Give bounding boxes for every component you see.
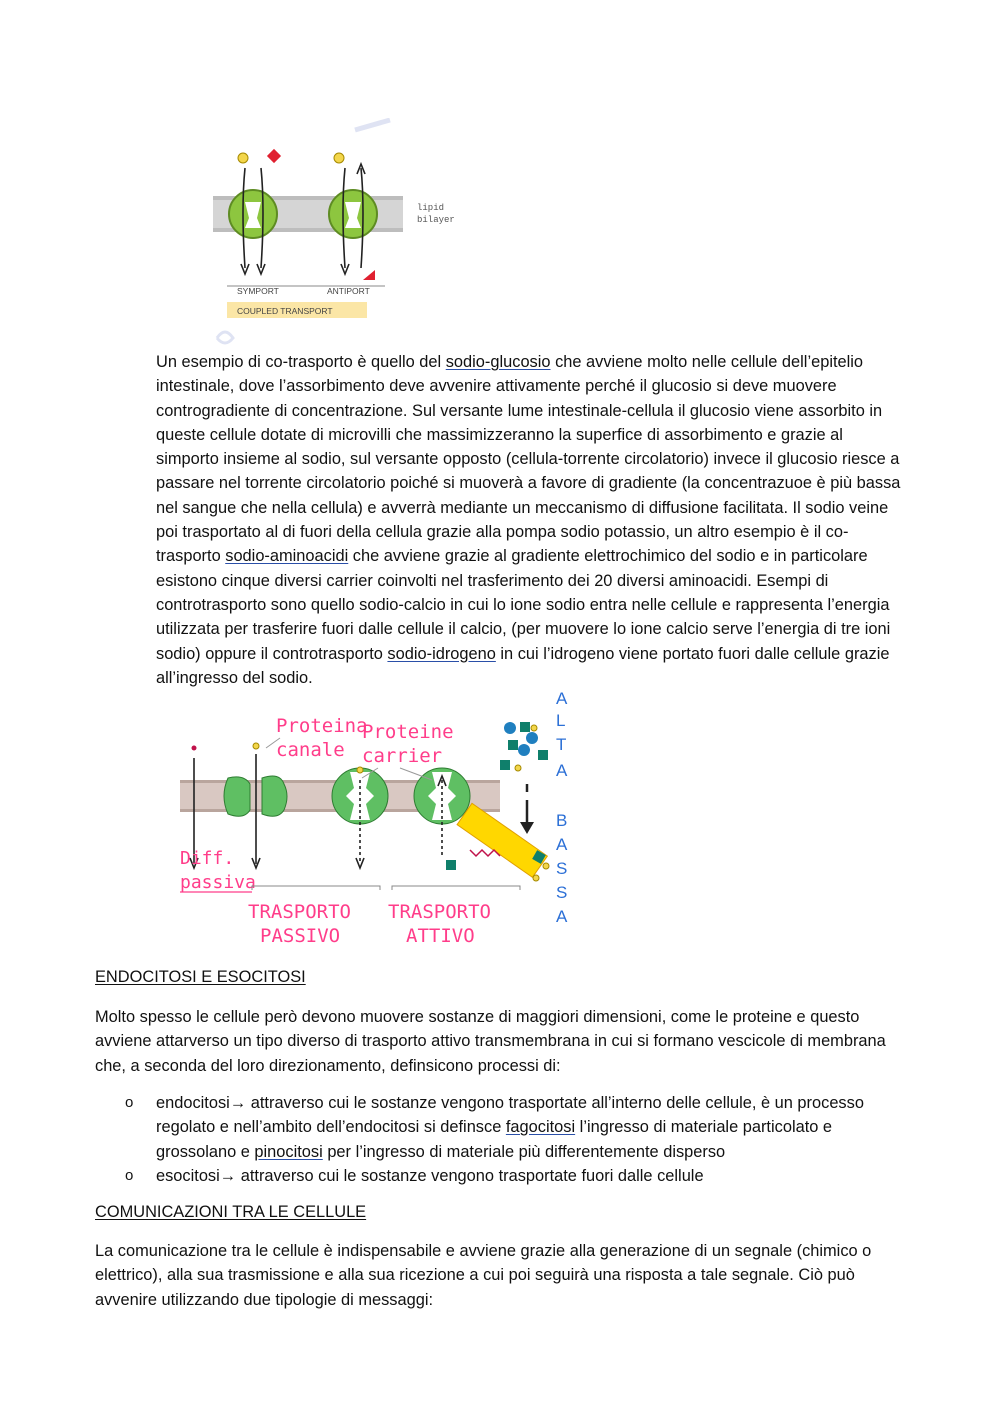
link-pinocitosi[interactable]: pinocitosi	[254, 1142, 323, 1161]
symport-protein	[229, 190, 277, 238]
label-bilayer: bilayer	[417, 215, 455, 225]
text-run: Un esempio di co-trasporto è quello del	[156, 353, 446, 371]
sodium-ion	[238, 153, 248, 163]
bassa-letter: S	[556, 859, 568, 878]
comunicazioni-paragraph: La comunicazione tra le cellule è indispensabile e avviene grazie alla generazione di un segnale (chimico o elettrico), alla sua trasmissione e alla sua ricezione a cui poi seguirà una risposta a tale segnale. Ciò può avvenire utilizzando due tipologie di messaggi:	[95, 1242, 872, 1309]
solute-dot	[253, 743, 259, 749]
link-sodio-idrogeno[interactable]: sodio-idrogeno	[387, 644, 496, 663]
endo-exo-list	[95, 1091, 905, 1188]
alta-letter: T	[556, 735, 567, 754]
heading-comunicazioni: COMUNICAZIONI TRA LE CELLULE	[95, 1203, 367, 1221]
label-canale: canale	[276, 739, 345, 761]
sodium-ion	[334, 153, 344, 163]
heading-endocitosi-esocitosi: ENDOCITOSI E ESOCITOSI	[95, 968, 306, 986]
solute-dot	[357, 767, 363, 773]
arrow-glyph: →	[219, 1166, 237, 1185]
list-item	[95, 1091, 905, 1164]
label-trasporto-passivo-2: PASSIVO	[260, 925, 341, 947]
high-concentration-cluster	[500, 722, 548, 771]
solute-dot	[192, 746, 197, 751]
link-fagocitosi[interactable]: fagocitosi	[505, 1118, 576, 1137]
transport-types-figure	[170, 688, 580, 950]
text-run: endocitosi	[156, 1094, 230, 1112]
label-lipid: lipid	[417, 203, 445, 213]
energy-zigzag	[470, 850, 500, 856]
label-proteina: Proteina	[276, 715, 368, 737]
label-passiva: passiva	[180, 872, 256, 893]
alta-letter: A	[556, 761, 568, 780]
list-item	[95, 1164, 905, 1188]
label-trasporto-attivo-1: TRASPORTO	[388, 901, 491, 923]
endocitosi-paragraph: Molto spesso le cellule però devono muovere sostanze di maggiori dimensioni, come le proteine e questo avviene attarverso un tipo diverso di trasporto attivo transmembrana in cui si formano vescicole di membrana che, a seconda del loro direzionamento, definsicono processi di:	[95, 1008, 886, 1075]
alta-letter: L	[556, 711, 566, 730]
coupled-transport-figure	[205, 118, 470, 348]
text-run: attraverso cui le sostanze vengono trasportate fuori dalle cellule	[236, 1166, 704, 1185]
text-run: esocitosi	[156, 1166, 220, 1185]
label-trasporto-passivo-1: TRASPORTO	[248, 901, 351, 923]
alta-letter: A	[556, 689, 568, 708]
solute-marker	[267, 149, 281, 163]
carrier-protein	[332, 768, 388, 824]
bassa-letter: A	[556, 835, 568, 854]
watermark-mark	[355, 120, 390, 130]
label-symport: SYMPORT	[237, 286, 279, 296]
bassa-letter: B	[556, 811, 568, 830]
text-run: per l’ingresso di materiale più differentemente disperso	[322, 1142, 726, 1161]
solute-marker	[363, 270, 375, 280]
text-run: che avviene molto nelle cellule dell’epitelio intestinale, dove l’assorbimento deve avvenire attivamente perché il glucosio si deve muovere controgradiente di concentrazione. Sul versante lume intestinale-cellula il glucosio viene assorbito in queste cellule dotate di microvilli che massimizzeranno la superfice di assorbimento e grazie al simporto insieme al sodio, sul versante opposto (cellula-torrente circolatorio) invece il glucosio riesce a passare nel torrente circolatorio poiché si muoverà a favore di gradiente (la concentrazuoe è più bassa nel sangue che nella cellula) e avverrà mediante un meccanismo di diffusione facilitata. Il sodio veine poi trasportato al di fuori della cellula grazie alla pompa sodio potassio, un altro esempio è il co-trasporto	[156, 353, 901, 566]
label-trasporto-attivo-2: ATTIVO	[406, 925, 475, 947]
text-run: che avviene grazie al gradiente elettrochimico del sodio e in particolare esistono cinque diversi carrier coinvolti nel trasferimento dei 20 diversi aminoacidi. Esempi di controtrasporto sono quello sodio-calcio in cui lo ione sodio entra nelle cellule e rappresenta l’energia utilizzata per trasferire fuori dalle cellule il calcio, (per muovere lo ione calcio serve l’energia di tre ioni sodio) oppure il controtrasporto	[156, 547, 891, 663]
label-proteine: Proteine	[362, 721, 454, 743]
text-run: in cui l’idrogeno viene portato fuori dalle cellule grazie all’ingresso del sodio.	[156, 644, 890, 687]
text-run: attraverso cui le sostanze vengono trasportate all’interno delle cellule, è un processo regolato e nell’ambito dell’endocitosi si definsce	[156, 1094, 864, 1137]
bullet-circle: o	[125, 1166, 134, 1184]
energy-tag	[457, 803, 547, 877]
link-sodio-aminoacidi[interactable]: sodio-aminoacidi	[225, 547, 349, 566]
bassa-letter: A	[556, 907, 568, 926]
watermark-mark	[217, 332, 233, 343]
solute-square	[446, 860, 456, 870]
label-antiport: ANTIPORT	[327, 286, 370, 296]
bracket-passive	[252, 886, 380, 890]
co-transport-paragraph	[156, 350, 906, 690]
arrow-glyph: →	[229, 1094, 247, 1112]
bracket-active	[392, 886, 520, 890]
bullet-circle: o	[125, 1094, 134, 1111]
label-carrier: carrier	[362, 745, 443, 767]
antiport-protein	[329, 190, 377, 238]
text-run: l’ingresso di materiale particolato e grossolano e	[156, 1118, 833, 1161]
label-coupled-transport: COUPLED TRANSPORT	[237, 306, 333, 316]
bassa-letter: S	[556, 883, 568, 902]
label-diff: Diff.	[180, 848, 235, 869]
link-sodio-glucosio[interactable]: sodio-glucosio	[445, 353, 551, 371]
